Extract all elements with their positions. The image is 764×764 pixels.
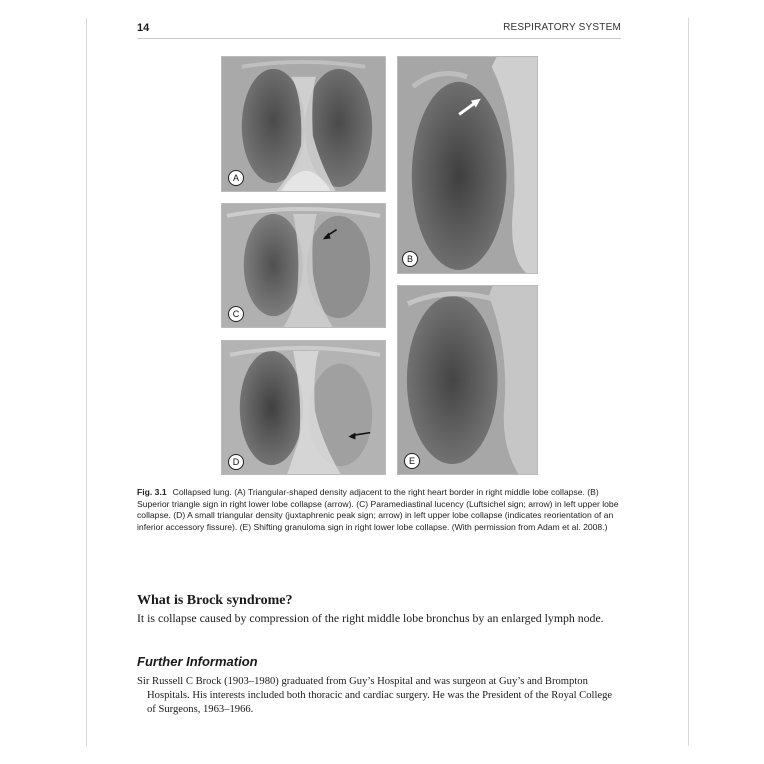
figure-caption-text: Collapsed lung. (A) Triangular-shaped density adjacent to the right heart border in right middle lobe collapse. (B) Superior triangle sign in right lower lobe collapse (arrow). (C) Paramediastinal lucency (Luftsichel sign; arrow) in left upper lobe collapse. (D) A small triangular density (juxtaphrenic peak sign; arrow) in left upper lobe collapse (indicates reorientation of an inferior accessory fissure). (E) Shifting granuloma sign in right lower lobe collapse. (With permission from Adam et al. 2008.) [137, 487, 619, 532]
xray-image-a [222, 57, 385, 191]
xray-image-c [222, 204, 385, 327]
panel-label-c: C [228, 306, 244, 322]
running-header [137, 22, 621, 39]
page-edge-left [86, 18, 87, 746]
further-information-text: Sir Russell C Brock (1903–1980) graduated from Guy’s Hospital and was surgeon at Guy’s and Brompton Hospitals. His interests included both thoracic and cardiac surgery. He was the President of the Royal College of Surgeons, 1963–1966. [137, 676, 613, 715]
page-number: 14 [137, 22, 150, 34]
question-heading: What is Brock syndrome? [137, 593, 293, 608]
xray-image-e [398, 286, 537, 474]
xray-image-b [398, 57, 537, 273]
page-edge-right [688, 18, 689, 746]
xray-panel-d [221, 340, 386, 475]
xray-panel-b [397, 56, 538, 274]
figure-caption-label: Fig. 3.1 [137, 487, 167, 497]
xray-image-d [222, 341, 385, 474]
panel-label-d: D [228, 454, 244, 470]
panel-label-e: E [404, 453, 420, 469]
xray-panel-c [221, 203, 386, 328]
further-information-heading: Further Information [137, 654, 258, 669]
section-title: RESPIRATORY SYSTEM [503, 22, 621, 33]
figure-caption [137, 487, 623, 533]
panel-label-b: B [402, 251, 418, 267]
xray-panel-e [397, 285, 538, 475]
question-answer: It is collapse caused by compression of the right middle lobe bronchus by an enlarged lymph node. [137, 611, 604, 625]
panel-label-a: A [228, 170, 244, 186]
xray-panel-a [221, 56, 386, 192]
